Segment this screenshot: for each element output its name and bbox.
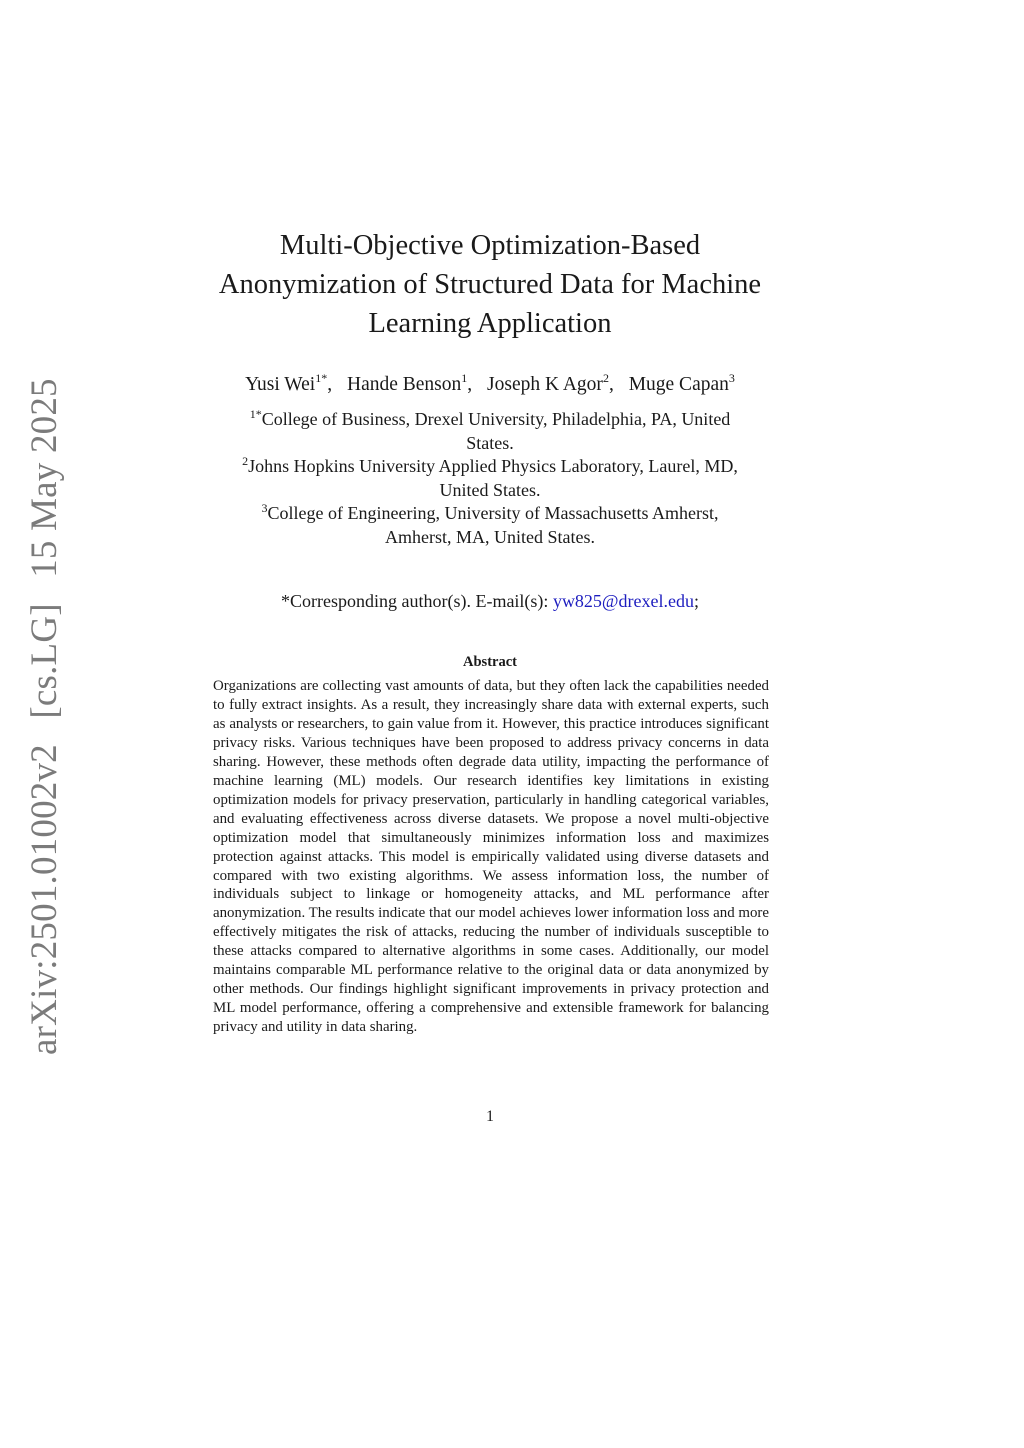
email-link[interactable]: yw825@drexel.edu — [552, 591, 694, 611]
author-2: Hande Benson$^1$, — [346, 371, 473, 395]
author-1: Yusi Wei$^{1*}$, — [245, 371, 333, 395]
page-number: 1 — [486, 1108, 494, 1125]
abstract-heading: Abstract — [463, 654, 517, 670]
arxiv-category: [cs.LG] — [24, 603, 65, 719]
arxiv-identifier[interactable]: arXiv:2501.01002v2 — [24, 744, 65, 1055]
affiliation-list — [190, 408, 790, 549]
title-line-2: Anonymization of Structured Data for Machine — [218, 269, 762, 300]
affiliation-3: $^3$College of Engineering, University of Massachusetts Amherst, Amherst, MA, United States. — [261, 501, 719, 547]
paper-title — [190, 226, 790, 343]
affiliation-2: $^2$Johns Hopkins University Applied Physics Laboratory, Laurel, MD, United States. — [242, 454, 738, 500]
author-list — [190, 372, 790, 398]
title-line-3: Learning Application — [368, 308, 612, 339]
arxiv-date: 15 May 2025 — [24, 378, 65, 578]
corresponding-author: *Corresponding author(s). E-mail(s): yw825@drexel.edu; — [280, 591, 699, 611]
author-3: Joseph K Agor$^2$, — [487, 371, 614, 395]
author-4: Muge Capan$^3$ — [628, 371, 735, 395]
arxiv-side-stamp — [15, 378, 75, 1055]
affiliation-1: $^{1*}$College of Business, Drexel University, Philadelphia, PA, United States. — [249, 407, 731, 453]
abstract-text: Organizations are collecting vast amounts of data, but they often lack the capabilities needed to fully extract insights. As a result, they increasingly share data with external experts, such as analysts or researchers, to gain value from it. However, this practice introduces significant privacy risks. Various techniques have been proposed to address privacy concerns in data sharing. However, these methods often degrade data utility, impacting the performance of machine learning (ML) models. Our research identifies key limitations in existing optimization models for privacy preservation, particularly in handling categorical variables, and evaluating effectiveness across diverse datasets. We propose a novel multi-objective optimization model that simultaneously minimizes information loss and maximizes protection against attacks. This model is empirically validated using diverse datasets and compared with two existing algorithms. We assess information loss, the number of individuals subject to linkage or homogeneity attacks, and ML performance after anonymization. The results indicate that our model achieves lower information loss and more effectively mitigates the risk of attacks, reducing the number of individuals susceptible to these attacks compared to alternative algorithms in some cases. Additionally, our model maintains comparable ML performance relative to the original data or data anonymized by other methods. Our findings highlight significant improvements in privacy protection and ML model performance, offering a comprehensive and extensible framework for balancing privacy and utility in data sharing. — [213, 678, 769, 1036]
title-line-1: Multi-Objective Optimization-Based — [279, 230, 701, 261]
